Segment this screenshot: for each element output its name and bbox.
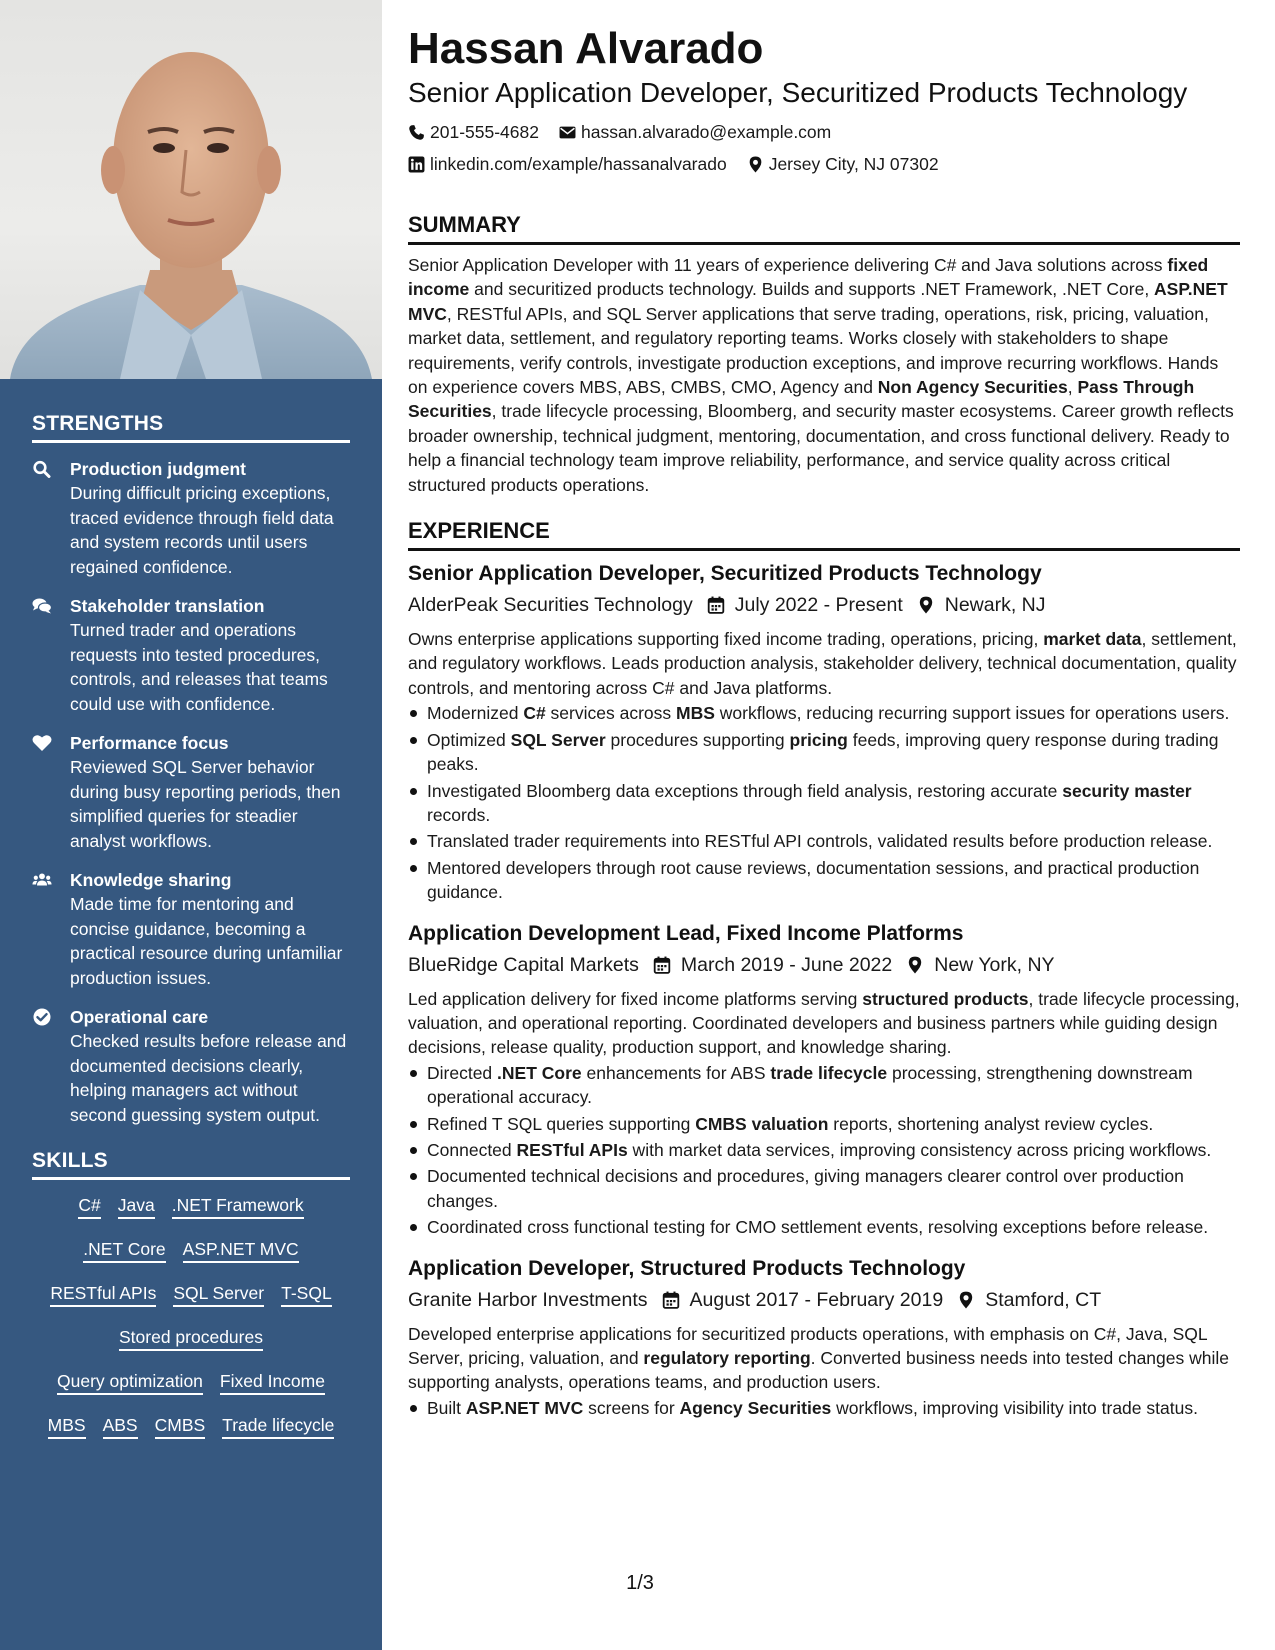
strength-item	[32, 457, 350, 579]
list-item	[408, 1396, 1240, 1420]
list-item	[408, 856, 1240, 905]
skill-tag: ABS	[103, 1414, 138, 1439]
job-title: Application Development Lead, Fixed Income Platforms	[408, 921, 964, 945]
company-name: AlderPeak Securities Technology	[408, 594, 693, 617]
emphasis-text: RESTful APIs	[516, 1139, 628, 1160]
text-run: enhancements for ABS	[581, 1062, 771, 1083]
emphasis-text: security master	[1062, 780, 1192, 801]
skill-tag: Trade lifecycle	[222, 1414, 334, 1439]
job-entry	[408, 919, 1240, 1240]
text-run: screens for	[583, 1397, 680, 1418]
main-content	[408, 22, 1240, 1434]
list-item	[408, 728, 1240, 777]
text-run: Directed	[427, 1062, 498, 1083]
list-item	[408, 1164, 1240, 1213]
job-dates: March 2019 - June 2022	[680, 953, 893, 976]
calendar-icon	[662, 1291, 680, 1309]
job-entry	[408, 1254, 1240, 1421]
skill-tag: T-SQL	[281, 1282, 332, 1307]
text-run: Built	[427, 1397, 466, 1418]
sidebar	[0, 0, 382, 1650]
text-run: with market data services, improving consistency across pricing workflows.	[627, 1139, 1212, 1160]
contact-line-2	[408, 148, 1240, 180]
skill-row	[32, 1282, 350, 1307]
linkedin-icon	[408, 156, 425, 173]
job-meta	[408, 949, 1240, 981]
list-item	[408, 1215, 1240, 1239]
envelope-icon	[559, 124, 576, 141]
text-run: Coordinated cross functional testing for CMO settlement events, resolving exceptions before release.	[427, 1217, 1209, 1238]
skills-list	[32, 1194, 350, 1439]
text-run: Developed enterprise applications for securitized products operations, with emphasis on C#, Java, SQL Server, pricing, valuation, and	[408, 1323, 1207, 1368]
skill-tag: CMBS	[155, 1414, 206, 1439]
search-icon	[32, 457, 70, 579]
emphasis-text: C#	[523, 703, 546, 724]
skill-tag: .NET Framework	[172, 1194, 304, 1219]
skill-tag: Query optimization	[57, 1370, 203, 1395]
strength-description: Turned trader and operations requests into tested procedures, controls, and releases that teams could use with confidence.	[70, 620, 328, 714]
emphasis-text: trade lifecycle	[770, 1062, 888, 1083]
summary-text	[408, 253, 1240, 497]
strength-title: Production judgment	[70, 459, 246, 479]
calendar-icon	[707, 596, 725, 614]
text-run: Modernized	[427, 703, 524, 724]
comments-icon	[32, 594, 70, 716]
emphasis-text: Non Agency Securities	[877, 377, 1068, 398]
text-run: Senior Application Developer with 11 years of experience delivering C# and Java solutions across	[408, 255, 1168, 275]
job-bullets	[408, 1396, 1240, 1420]
map-marker-icon	[957, 1291, 975, 1309]
strength-title: Performance focus	[70, 733, 229, 753]
users-icon	[32, 868, 70, 990]
text-run: feeds, improving query response during trading peaks.	[427, 729, 1219, 775]
skill-tag: C#	[78, 1194, 100, 1219]
text-run: Mentored developers through root cause reviews, documentation sessions, and practical production guidance.	[427, 857, 1200, 903]
list-item	[408, 701, 1240, 725]
skill-tag: RESTful APIs	[50, 1282, 156, 1307]
list-item	[408, 1112, 1240, 1136]
skill-row	[32, 1238, 350, 1263]
skill-row	[32, 1370, 350, 1395]
strength-title: Knowledge sharing	[70, 870, 232, 890]
strength-body	[70, 594, 350, 716]
text-run: services across	[545, 703, 676, 724]
email-contact[interactable]	[559, 116, 831, 148]
emphasis-text: regulatory reporting	[643, 1348, 811, 1368]
skill-tag: Fixed Income	[220, 1370, 325, 1395]
job-meta	[408, 1284, 1240, 1316]
heart-icon	[32, 731, 70, 853]
strength-body	[70, 731, 350, 853]
emphasis-text: MBS	[676, 703, 715, 724]
job-description	[408, 987, 1240, 1060]
emphasis-text: ASP.NET MVC	[408, 279, 1228, 324]
strengths-heading: STRENGTHS	[32, 412, 350, 443]
map-marker-icon	[917, 596, 935, 614]
strengths-list	[32, 457, 350, 1127]
skill-row	[32, 1194, 350, 1219]
skill-row	[32, 1326, 350, 1351]
calendar-icon	[653, 956, 671, 974]
text-run: . Converted business needs into tested changes while supporting analysts, operations teams, and production users.	[408, 1348, 1229, 1393]
strength-body	[70, 868, 350, 990]
skill-tag: ASP.NET MVC	[183, 1238, 299, 1263]
job-meta	[408, 589, 1240, 621]
job-bullets	[408, 701, 1240, 904]
candidate-name: Hassan Alvarado	[408, 24, 764, 73]
list-item	[408, 779, 1240, 828]
map-marker-icon	[906, 956, 924, 974]
location-contact	[747, 148, 939, 180]
strength-item	[32, 1005, 350, 1127]
text-run: , trade lifecycle processing, valuation, and operational reporting. Coordinated developers and business partners while guiding design decisions, release quality, production support, and knowledge sharing.	[408, 988, 1240, 1058]
job-dates: August 2017 - February 2019	[689, 1288, 944, 1311]
phone-text: 201-555-4682	[430, 122, 539, 142]
linkedin-contact[interactable]	[408, 148, 727, 180]
skill-tag: MBS	[48, 1414, 86, 1439]
text-run: ,	[1067, 377, 1078, 398]
text-run: and securitized products technology. Builds and supports .NET Framework, .NET Core,	[469, 279, 1155, 300]
candidate-headline: Senior Application Developer, Securitized Products Technology	[408, 77, 1188, 108]
job-location: Stamford, CT	[985, 1288, 1102, 1311]
skill-tag: Java	[118, 1194, 155, 1219]
strength-description: During difficult pricing exceptions, traced evidence through field data and system records until users regained confidence.	[70, 483, 334, 577]
list-item	[408, 1138, 1240, 1162]
skill-tag: .NET Core	[83, 1238, 165, 1263]
strength-description: Reviewed SQL Server behavior during busy reporting periods, then simplified queries for steadier analyst workflows.	[70, 757, 341, 851]
job-description	[408, 1322, 1240, 1395]
list-item	[408, 1061, 1240, 1110]
skill-row	[32, 1414, 350, 1439]
text-run: workflows, reducing recurring support issues for operations users.	[714, 703, 1230, 724]
job-title: Application Developer, Structured Products Technology	[408, 1256, 966, 1280]
text-run: , trade lifecycle processing, Bloomberg, and security master ecosystems. Career growth reflects broader ownership, technical judgment, mentoring, documentation, and cross functional delivery. Ready to help a financial technology team improve reliability, performance, and service quality across critical structured products operations.	[408, 401, 1234, 495]
experience-heading: EXPERIENCE	[408, 517, 1240, 551]
email-text[interactable]: hassan.alvarado@example.com	[580, 122, 832, 142]
text-run: Led application delivery for fixed income platforms serving	[408, 988, 863, 1009]
text-run: Optimized	[427, 729, 511, 750]
strength-title: Stakeholder translation	[70, 596, 265, 616]
emphasis-text: SQL Server	[510, 729, 606, 750]
emphasis-text: ASP.NET MVC	[465, 1397, 584, 1418]
emphasis-text: Agency Securities	[679, 1397, 832, 1418]
phone-icon	[408, 124, 425, 141]
company-name: BlueRidge Capital Markets	[408, 953, 639, 976]
job-description	[408, 627, 1240, 700]
profile-photo	[0, 0, 382, 379]
text-run: Documented technical decisions and procedures, giving managers clearer control over production changes.	[427, 1166, 1184, 1211]
strength-body	[70, 1005, 350, 1127]
experience-list	[408, 559, 1240, 1420]
check-circle-icon	[32, 1005, 70, 1127]
contact-line-1	[408, 116, 1240, 148]
strength-item	[32, 868, 350, 990]
map-marker-icon	[747, 156, 764, 173]
text-run: reports, shortening analyst review cycles.	[828, 1113, 1154, 1134]
text-run: workflows, improving visibility into trade status.	[831, 1397, 1198, 1418]
text-run: records.	[427, 804, 491, 825]
text-run: Investigated Bloomberg data exceptions through field analysis, restoring accurate	[427, 780, 1063, 801]
text-run: , RESTful APIs, and SQL Server applications that serve trading, operations, risk, pricing, valuation, market data, settlement, and regulatory reporting teams. Works closely with stakeholders to shape requirements, verify controls, investigate production exceptions, and improve recurring workflows. Hands on experience covers MBS, ABS, CMBS, CMO, Agency and	[408, 303, 1219, 398]
emphasis-text: fixed income	[408, 255, 1209, 300]
sidebar-content	[32, 412, 350, 1458]
company-name: Granite Harbor Investments	[408, 1288, 648, 1311]
text-run: Connected	[427, 1139, 517, 1160]
summary-heading: SUMMARY	[408, 211, 1240, 245]
page-number: 1/3	[626, 1572, 654, 1594]
location-text: Jersey City, NJ 07302	[768, 154, 939, 174]
job-title: Senior Application Developer, Securitized Products Technology	[408, 562, 1042, 586]
emphasis-text: structured products	[862, 988, 1029, 1009]
strength-item	[32, 731, 350, 853]
text-run: procedures supporting	[605, 729, 790, 750]
text-run: Owns enterprise applications supporting fixed income trading, operations, pricing,	[408, 629, 1044, 650]
job-dates: July 2022 - Present	[734, 594, 903, 617]
text-run: Refined T SQL queries supporting	[427, 1113, 696, 1134]
linkedin-text[interactable]: linkedin.com/example/hassanalvarado	[430, 154, 727, 174]
strength-item	[32, 594, 350, 716]
skills-heading: SKILLS	[32, 1149, 350, 1180]
text-run: Translated trader requirements into RESTful API controls, validated results before production release.	[427, 831, 1213, 852]
text-run: , settlement, and regulatory workflows. Leads production analysis, stakeholder delivery, technical documentation, quality controls, and mentoring across C# and Java platforms.	[408, 629, 1237, 698]
job-location: Newark, NJ	[944, 594, 1046, 617]
job-entry	[408, 559, 1240, 904]
phone-contact	[408, 116, 539, 148]
job-bullets	[408, 1061, 1240, 1240]
list-item	[408, 829, 1240, 853]
strength-body	[70, 457, 350, 579]
strength-title: Operational care	[70, 1007, 209, 1027]
strength-description: Checked results before release and documented decisions clearly, helping managers act without second guessing system output.	[70, 1031, 347, 1125]
text-run: processing, strengthening downstream operational accuracy.	[427, 1062, 1193, 1108]
emphasis-text: pricing	[789, 729, 848, 750]
skill-tag: SQL Server	[173, 1282, 264, 1307]
job-location: New York, NY	[934, 953, 1055, 976]
strength-description: Made time for mentoring and concise guidance, becoming a practical resource during unfamiliar production issues.	[70, 894, 343, 988]
skill-tag: Stored procedures	[119, 1326, 263, 1351]
emphasis-text: Pass Through Securities	[408, 377, 1195, 422]
emphasis-text: .NET Core	[497, 1062, 582, 1083]
emphasis-text: market data	[1043, 629, 1142, 650]
emphasis-text: CMBS valuation	[695, 1113, 829, 1134]
